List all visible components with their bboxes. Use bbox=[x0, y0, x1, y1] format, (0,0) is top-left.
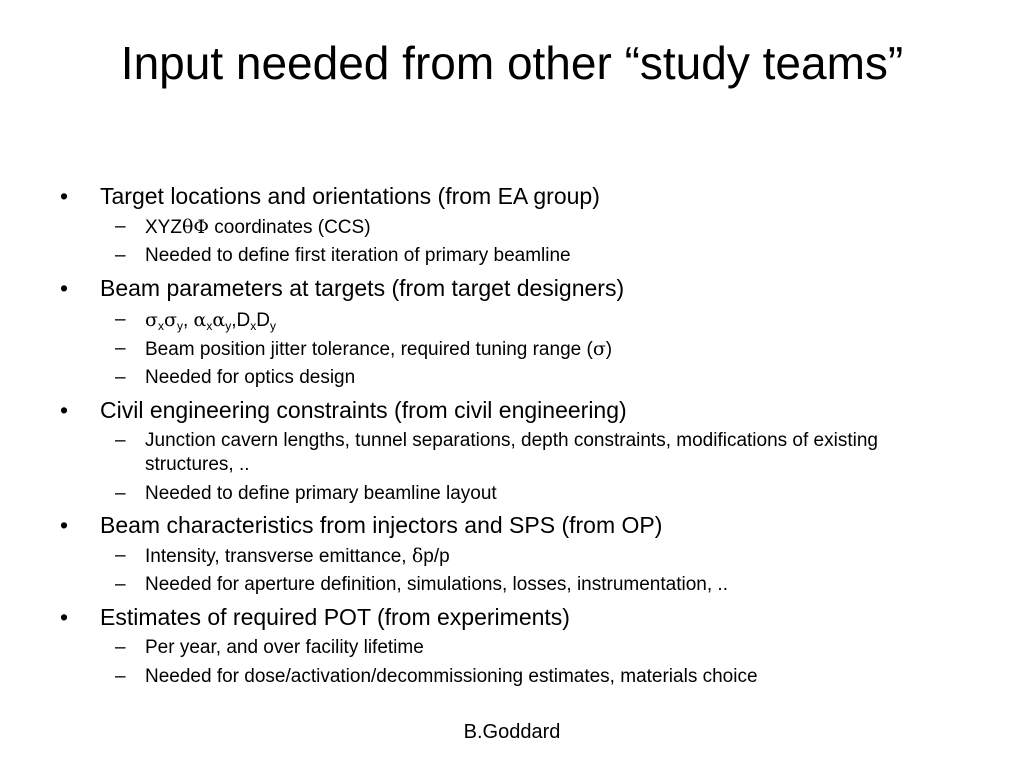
bullet-text: Estimates of required POT (from experiments) bbox=[100, 604, 570, 630]
dash-marker: – bbox=[115, 245, 126, 266]
bullet-text: Civil engineering constraints (from civil engineering) bbox=[100, 397, 627, 423]
bullet-marker: • bbox=[60, 512, 69, 538]
sub-bullet-text: Needed for aperture definition, simulations, losses, instrumentation, .. bbox=[145, 574, 728, 595]
dash-marker: – bbox=[115, 483, 126, 504]
bullet-marker: • bbox=[60, 275, 69, 301]
sub-bullet-item bbox=[115, 308, 945, 338]
bullet-item bbox=[60, 274, 625, 302]
sub-bullet-text: Needed to define first iteration of primary beamline bbox=[145, 245, 571, 266]
sub-bullet-item bbox=[115, 366, 945, 390]
sub-bullet-text: Needed for optics design bbox=[145, 367, 356, 388]
sub-bullet-text: Needed for dose/activation/decommissioning estimates, materials choice bbox=[145, 666, 758, 687]
dash-marker: – bbox=[115, 637, 126, 658]
sub-bullet-text: Needed to define primary beamline layout bbox=[145, 483, 497, 504]
bullet-item bbox=[60, 182, 600, 210]
sub-bullet-item bbox=[115, 429, 945, 477]
bullet-text: Beam characteristics from injectors and SPS (from OP) bbox=[100, 512, 663, 538]
bullet-text: Target locations and orientations (from EA group) bbox=[100, 183, 600, 209]
footer-author: B.Goddard bbox=[463, 721, 561, 743]
sub-bullet-item bbox=[115, 636, 945, 660]
sub-bullet-text: Junction cavern lengths, tunnel separations, depth constraints, modifications of existing structures, .. bbox=[145, 430, 878, 475]
bullet-item bbox=[60, 511, 663, 539]
sub-bullet-item bbox=[115, 544, 945, 569]
dash-marker: – bbox=[115, 430, 126, 451]
sub-bullet-text: Beam position jitter tolerance, required tuning range (σ) bbox=[145, 338, 613, 360]
dash-marker: – bbox=[115, 666, 126, 687]
sub-bullet-item bbox=[115, 573, 945, 597]
bullet-marker: • bbox=[60, 397, 69, 423]
dash-marker: – bbox=[115, 367, 126, 388]
bullet-item bbox=[60, 603, 570, 631]
sub-bullet-item bbox=[115, 482, 945, 506]
bullet-item bbox=[60, 396, 627, 424]
dash-marker: – bbox=[115, 309, 126, 330]
dash-marker: – bbox=[115, 545, 126, 566]
dash-marker: – bbox=[115, 216, 126, 237]
bullet-text: Beam parameters at targets (from target designers) bbox=[100, 275, 625, 301]
bullet-marker: • bbox=[60, 183, 69, 209]
bullet-marker: • bbox=[60, 604, 69, 630]
sub-bullet-text: $\sigma_x\sigma_y$, $\alpha_x\alpha_y,D_xD_y$ bbox=[145, 309, 276, 333]
sub-bullet-item bbox=[115, 215, 945, 240]
dash-marker: – bbox=[115, 338, 126, 359]
sub-bullet-item bbox=[115, 665, 945, 689]
sub-bullet-text: XYZθΦ coordinates (CCS) bbox=[145, 216, 371, 238]
sub-bullet-item bbox=[115, 337, 945, 362]
sub-bullet-item bbox=[115, 244, 945, 268]
sub-bullet-text: Per year, and over facility lifetime bbox=[145, 637, 424, 658]
slide-title: Input needed from other “study teams” bbox=[120, 37, 904, 89]
dash-marker: – bbox=[115, 574, 126, 595]
sub-bullet-text: Intensity, transverse emittance, δp/p bbox=[145, 545, 450, 567]
